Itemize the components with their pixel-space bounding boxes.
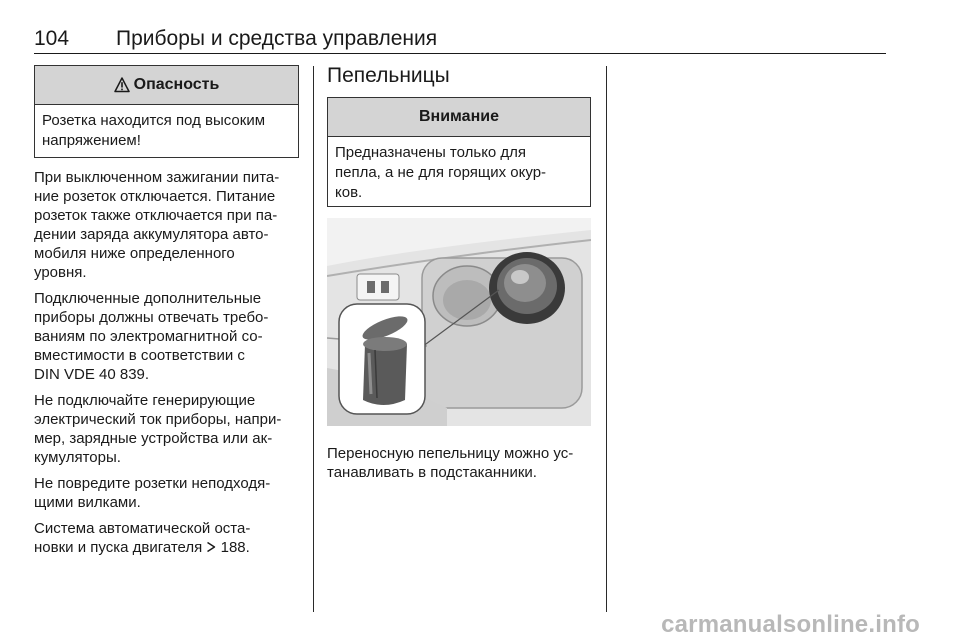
text-line: Не подключайте генерирующие bbox=[34, 392, 256, 409]
figure-caption bbox=[327, 444, 595, 482]
text-line: кумуляторы. bbox=[34, 449, 121, 466]
text-line: дении заряда аккумулятора авто- bbox=[34, 226, 269, 243]
text-line: новки и пуска двигателя bbox=[34, 539, 203, 556]
column-divider-2 bbox=[606, 66, 607, 612]
text-line: ваниям по электромагнитной со- bbox=[34, 328, 263, 345]
text-line: Не повредите розетки неподходя- bbox=[34, 475, 271, 492]
text-line: щими вилками. bbox=[34, 494, 141, 511]
paragraph-plugs bbox=[34, 474, 302, 512]
paragraph-start-stop bbox=[34, 519, 302, 557]
section-title: Пепельницы bbox=[327, 64, 450, 87]
text-line: уровня. bbox=[34, 264, 87, 281]
chapter-title: Приборы и средства управления bbox=[116, 27, 438, 50]
page-reference-link[interactable] bbox=[206, 539, 249, 556]
text-line: DIN VDE 40 839. bbox=[34, 366, 150, 383]
text-line: приборы должны отвечать требо- bbox=[34, 309, 269, 326]
page-number: 104 bbox=[34, 27, 70, 50]
paragraph-emc bbox=[34, 289, 302, 384]
danger-text-line: Розетка находится под высоким bbox=[42, 112, 266, 129]
text-line: вместимости в соответствии с bbox=[34, 347, 245, 364]
text-line: Подключенные дополнительные bbox=[34, 290, 262, 307]
notice-text-line: пепла, а не для горящих окур- bbox=[335, 164, 547, 181]
notice-text-line: Предназначены только для bbox=[335, 144, 527, 161]
text-line: Система автоматической оста- bbox=[34, 520, 251, 537]
danger-box-title: Опасность bbox=[133, 76, 220, 93]
site-watermark: carmanualsonline.info bbox=[661, 611, 920, 638]
danger-box-header bbox=[35, 66, 298, 105]
warning-triangle-icon bbox=[114, 77, 130, 93]
danger-box bbox=[34, 65, 299, 158]
notice-box-body bbox=[328, 137, 590, 203]
column-divider-1 bbox=[313, 66, 314, 612]
ashtray-figure bbox=[327, 218, 591, 426]
text-line: розеток также отключается при па- bbox=[34, 207, 278, 224]
portable-ashtray-in-cupholder-illustration bbox=[327, 218, 591, 426]
caption-line: Переносную пепельницу можно ус- bbox=[327, 445, 574, 462]
notice-text-line: ков. bbox=[335, 184, 363, 201]
text-line: электрический ток приборы, напри- bbox=[34, 411, 282, 428]
page-reference-number: 188. bbox=[220, 539, 250, 556]
left-column-text bbox=[34, 168, 302, 564]
page-reference-icon bbox=[206, 541, 216, 553]
text-line: ние розеток отключается. Питание bbox=[34, 188, 276, 205]
notice-box bbox=[327, 97, 591, 207]
text-line: При выключенном зажигании пита- bbox=[34, 169, 280, 186]
caption-line: танавливать в подстаканники. bbox=[327, 464, 537, 481]
paragraph-power-off bbox=[34, 168, 302, 282]
text-line: мобиля ниже определенного bbox=[34, 245, 235, 262]
danger-box-body bbox=[35, 105, 298, 151]
text-line: мер, зарядные устройства или ак- bbox=[34, 430, 273, 447]
notice-box-header bbox=[328, 98, 590, 137]
paragraph-no-generators bbox=[34, 391, 302, 467]
page-header bbox=[34, 27, 886, 54]
notice-box-title: Внимание bbox=[419, 108, 499, 125]
danger-text-line: напряжением! bbox=[42, 132, 141, 149]
